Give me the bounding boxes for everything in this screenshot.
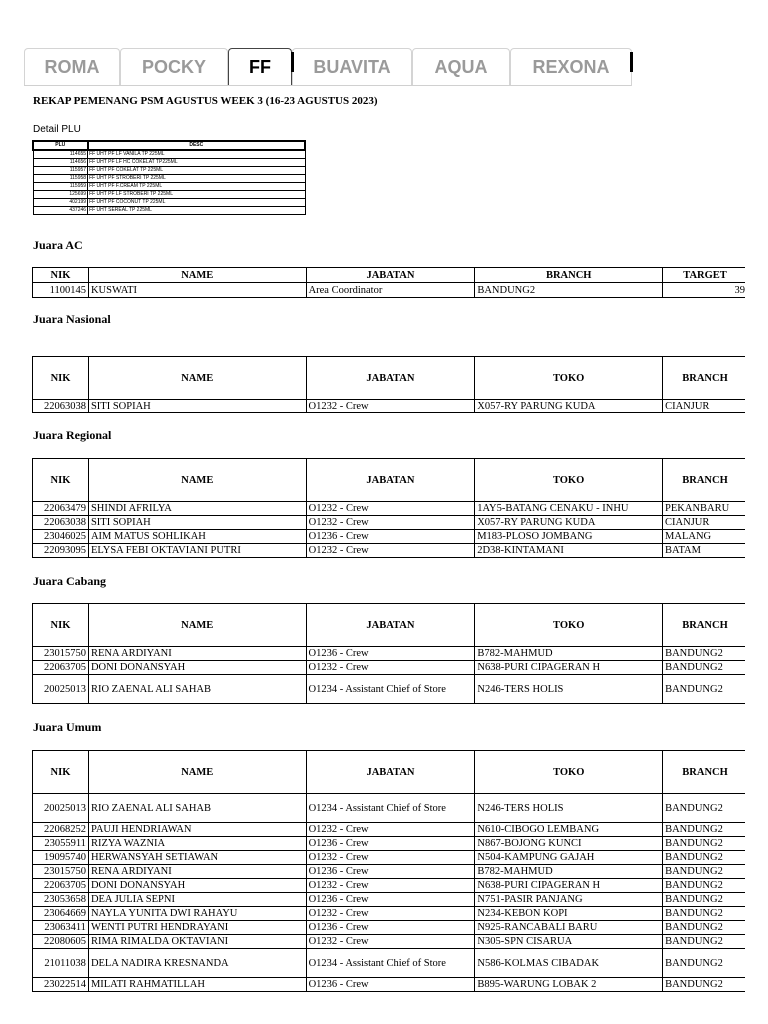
name-cell: WENTI PUTRI HENDRAYANI	[88, 921, 306, 935]
nik-cell: 23015750	[33, 647, 89, 661]
table-header-row	[33, 459, 746, 502]
toko-cell: X057-RY PARUNG KUDA	[475, 400, 663, 413]
table-row	[33, 647, 746, 661]
plu-cell: 437246	[33, 207, 88, 215]
nik-cell: 23022514	[33, 978, 89, 992]
toko-cell: N638-PURI CIPAGERAN H	[475, 661, 663, 675]
branch-cell: BANDUNG2	[663, 921, 745, 935]
table-row	[33, 949, 746, 978]
column-header: TARGET	[663, 268, 745, 283]
table-row	[33, 502, 746, 516]
toko-cell: N751-PASIR PANJANG	[475, 893, 663, 907]
column-header: TOKO	[475, 459, 663, 502]
branch-cell: MALANG	[663, 530, 745, 544]
table-row	[33, 851, 746, 865]
nik-cell: 22093095	[33, 544, 89, 558]
jabatan-cell: O1232 - Crew	[306, 400, 475, 413]
toko-cell: N586-KOLMAS CIBADAK	[475, 949, 663, 978]
jabatan-cell: O1232 - Crew	[306, 544, 475, 558]
target-cell: 39	[663, 283, 745, 298]
tab-aqua[interactable]: AQUA	[412, 48, 510, 86]
nik-cell: 23064669	[33, 907, 89, 921]
jabatan-cell: O1232 - Crew	[306, 516, 475, 530]
table-row	[33, 978, 746, 992]
jabatan-cell: O1236 - Crew	[306, 647, 475, 661]
name-cell: HERWANSYAH SETIAWAN	[88, 851, 306, 865]
column-header: JABATAN	[306, 357, 475, 400]
jabatan-cell: O1236 - Crew	[306, 921, 475, 935]
column-header: TOKO	[475, 604, 663, 647]
branch-cell: BANDUNG2	[663, 675, 745, 704]
branch-cell: BANDUNG2	[663, 935, 745, 949]
plu-cell: 115958	[33, 175, 88, 183]
tab-buavita[interactable]: BUAVITA	[292, 48, 412, 86]
table-row	[33, 935, 746, 949]
toko-cell: N234-KEBON KOPI	[475, 907, 663, 921]
toko-cell: N867-BOJONG KUNCI	[475, 837, 663, 851]
table-row	[33, 879, 746, 893]
column-header: JABATAN	[306, 751, 475, 794]
table-row	[33, 283, 746, 298]
jabatan-cell: O1236 - Crew	[306, 978, 475, 992]
regional-table	[32, 458, 745, 558]
table-header-row	[33, 751, 746, 794]
table-row	[33, 150, 305, 159]
table-row	[33, 675, 746, 704]
name-cell: NAYLA YUNITA DWI RAHAYU	[88, 907, 306, 921]
branch-cell: BANDUNG2	[663, 647, 745, 661]
toko-cell: M183-PLOSO JOMBANG	[475, 530, 663, 544]
table-header-row	[33, 268, 746, 283]
tab-marker	[291, 52, 294, 72]
nik-cell: 22063479	[33, 502, 89, 516]
nik-cell: 22063038	[33, 400, 89, 413]
tab-roma[interactable]: ROMA	[24, 48, 120, 86]
toko-cell: B782-MAHMUD	[475, 647, 663, 661]
table-row	[33, 907, 746, 921]
column-header: TOKO	[475, 357, 663, 400]
cabang-table	[32, 603, 745, 704]
table-row	[33, 183, 305, 191]
table-row	[33, 544, 746, 558]
desc-cell: FF UHT PF COCONUT TP 225ML	[88, 199, 305, 207]
column-header: NIK	[33, 268, 89, 283]
desc-cell: FF UHT PF COKELAT TP 225ML	[88, 167, 305, 175]
tab-rexona[interactable]: REXONA	[510, 48, 632, 86]
column-header: NIK	[33, 357, 89, 400]
nik-cell: 23046025	[33, 530, 89, 544]
toko-cell: N246-TERS HOLIS	[475, 794, 663, 823]
table-row	[33, 530, 746, 544]
column-header: DESC	[88, 141, 305, 150]
desc-cell: FF UHT PF LF VANILA TP 225ML	[88, 150, 305, 159]
toko-cell: X057-RY PARUNG KUDA	[475, 516, 663, 530]
tab-marker	[630, 52, 633, 72]
nik-cell: 23015750	[33, 865, 89, 879]
name-cell: RIZYA WAZNIA	[88, 837, 306, 851]
jabatan-cell: O1236 - Crew	[306, 530, 475, 544]
jabatan-cell: O1232 - Crew	[306, 661, 475, 675]
column-header: NAME	[88, 459, 306, 502]
column-header: BRANCH	[663, 357, 745, 400]
nik-cell: 22063705	[33, 661, 89, 675]
plu-table	[32, 140, 306, 215]
nik-cell: 23055911	[33, 837, 89, 851]
tab-underline	[24, 85, 631, 86]
branch-cell: CIANJUR	[663, 516, 745, 530]
column-header: NAME	[88, 604, 306, 647]
table-row	[33, 823, 746, 837]
branch-cell: BANDUNG2	[663, 823, 745, 837]
branch-cell: BANDUNG2	[663, 978, 745, 992]
name-cell: AIM MATUS SOHLIKAH	[88, 530, 306, 544]
toko-cell: B782-MAHMUD	[475, 865, 663, 879]
branch-cell: BANDUNG2	[663, 837, 745, 851]
nik-cell: 23053658	[33, 893, 89, 907]
toko-cell: N305-SPN CISARUA	[475, 935, 663, 949]
plu-cell: 402199	[33, 199, 88, 207]
jabatan-cell: O1234 - Assistant Chief of Store	[306, 794, 475, 823]
plu-cell: 114656	[33, 159, 88, 167]
name-cell: MILATI RAHMATILLAH	[88, 978, 306, 992]
table-row	[33, 516, 746, 530]
column-header: BRANCH	[475, 268, 663, 283]
column-header: NIK	[33, 751, 89, 794]
name-cell: SITI SOPIAH	[88, 400, 306, 413]
table-row	[33, 400, 746, 413]
jabatan-cell: Area Coordinator	[306, 283, 475, 298]
section-heading-umum: Juara Umum	[33, 720, 102, 734]
table-header-row	[33, 141, 305, 150]
column-header: JABATAN	[306, 459, 475, 502]
name-cell: RENA ARDIYANI	[88, 865, 306, 879]
desc-cell: FF UHT SEREAL TP 225ML	[88, 207, 305, 215]
name-cell: SHINDI AFRILYA	[88, 502, 306, 516]
column-header: PLU	[33, 141, 88, 150]
jabatan-cell: O1232 - Crew	[306, 823, 475, 837]
sheet-tabs	[24, 48, 634, 86]
plu-cell: 115959	[33, 183, 88, 191]
branch-cell: BANDUNG2	[663, 865, 745, 879]
nik-cell: 23063411	[33, 921, 89, 935]
table-row	[33, 921, 746, 935]
branch-cell: BANDUNG2	[663, 907, 745, 921]
name-cell: ELYSA FEBI OKTAVIANI PUTRI	[88, 544, 306, 558]
jabatan-cell: O1232 - Crew	[306, 879, 475, 893]
toko-cell: N246-TERS HOLIS	[475, 675, 663, 704]
branch-cell: BANDUNG2	[663, 794, 745, 823]
jabatan-cell: O1236 - Crew	[306, 893, 475, 907]
desc-cell: FF UHT PF STROBERI TP 225ML	[88, 175, 305, 183]
toko-cell: N504-KAMPUNG GAJAH	[475, 851, 663, 865]
name-cell: RENA ARDIYANI	[88, 647, 306, 661]
jabatan-cell: O1234 - Assistant Chief of Store	[306, 949, 475, 978]
nasional-table	[32, 356, 745, 413]
table-row	[33, 199, 305, 207]
branch-cell: BANDUNG2	[663, 851, 745, 865]
umum-table	[32, 750, 745, 992]
name-cell: DONI DONANSYAH	[88, 879, 306, 893]
tab-pocky[interactable]: POCKY	[120, 48, 228, 86]
column-header: NIK	[33, 604, 89, 647]
column-header: BRANCH	[663, 751, 745, 794]
jabatan-cell: O1232 - Crew	[306, 935, 475, 949]
name-cell: SITI SOPIAH	[88, 516, 306, 530]
name-cell: RIMA RIMALDA OKTAVIANI	[88, 935, 306, 949]
column-header: BRANCH	[663, 604, 745, 647]
name-cell: PAUJI HENDRIAWAN	[88, 823, 306, 837]
branch-cell: BANDUNG2	[663, 661, 745, 675]
column-header: TOKO	[475, 751, 663, 794]
nik-cell: 22063705	[33, 879, 89, 893]
nik-cell: 20025013	[33, 794, 89, 823]
jabatan-cell: O1232 - Crew	[306, 851, 475, 865]
branch-cell: BANDUNG2	[663, 949, 745, 978]
table-header-row	[33, 357, 746, 400]
plu-cell: 115957	[33, 167, 88, 175]
nik-cell: 20025013	[33, 675, 89, 704]
toko-cell: 2D38-KINTAMANI	[475, 544, 663, 558]
table-row	[33, 865, 746, 879]
toko-cell: B895-WARUNG LOBAK 2	[475, 978, 663, 992]
jabatan-cell: O1234 - Assistant Chief of Store	[306, 675, 475, 704]
column-header: JABATAN	[306, 604, 475, 647]
desc-cell: FF UHT PF LF HC COKELAT TP225ML	[88, 159, 305, 167]
column-header: BRANCH	[663, 459, 745, 502]
table-row	[33, 837, 746, 851]
jabatan-cell: O1232 - Crew	[306, 502, 475, 516]
table-row	[33, 167, 305, 175]
branch-cell: PEKANBARU	[663, 502, 745, 516]
plu-cell: 125699	[33, 191, 88, 199]
table-row	[33, 159, 305, 167]
nik-cell: 21011038	[33, 949, 89, 978]
jabatan-cell: O1236 - Crew	[306, 865, 475, 879]
column-header: JABATAN	[306, 268, 475, 283]
table-row	[33, 207, 305, 215]
table-row	[33, 893, 746, 907]
ac-table	[32, 267, 745, 298]
desc-cell: FF UHT PF F.CREAM TP 225ML	[88, 183, 305, 191]
section-heading-nasional: Juara Nasional	[33, 312, 111, 326]
name-cell: DONI DONANSYAH	[88, 661, 306, 675]
column-header: NIK	[33, 459, 89, 502]
tab-ff[interactable]: FF	[228, 48, 292, 86]
table-row	[33, 191, 305, 199]
toko-cell: N638-PURI CIPAGERAN H	[475, 879, 663, 893]
column-header: NAME	[88, 268, 306, 283]
toko-cell: N610-CIBOGO LEMBANG	[475, 823, 663, 837]
jabatan-cell: O1232 - Crew	[306, 907, 475, 921]
plu-cell: 114655	[33, 150, 88, 159]
section-heading-ac: Juara AC	[33, 238, 83, 252]
desc-cell: FF UHT PF LF STROBERI TP 225ML	[88, 191, 305, 199]
name-cell: RIO ZAENAL ALI SAHAB	[88, 675, 306, 704]
column-header: NAME	[88, 751, 306, 794]
name-cell: DELA NADIRA KRESNANDA	[88, 949, 306, 978]
name-cell: KUSWATI	[88, 283, 306, 298]
plu-label: Detail PLU	[33, 124, 81, 135]
table-row	[33, 661, 746, 675]
name-cell: DEA JULIA SEPNI	[88, 893, 306, 907]
branch-cell: BANDUNG2	[663, 879, 745, 893]
section-heading-regional: Juara Regional	[33, 428, 112, 442]
branch-cell: BATAM	[663, 544, 745, 558]
nik-cell: 22080605	[33, 935, 89, 949]
nik-cell: 22068252	[33, 823, 89, 837]
branch-cell: BANDUNG2	[475, 283, 663, 298]
nik-cell: 1100145	[33, 283, 89, 298]
nik-cell: 19095740	[33, 851, 89, 865]
page-title: REKAP PEMENANG PSM AGUSTUS WEEK 3 (16-23 AGUSTUS 2023)	[33, 95, 378, 107]
nik-cell: 22063038	[33, 516, 89, 530]
branch-cell: CIANJUR	[663, 400, 745, 413]
branch-cell: BANDUNG2	[663, 893, 745, 907]
table-row	[33, 794, 746, 823]
jabatan-cell: O1236 - Crew	[306, 837, 475, 851]
column-header: NAME	[88, 357, 306, 400]
toko-cell: 1AY5-BATANG CENAKU - INHU	[475, 502, 663, 516]
toko-cell: N925-RANCABALI BARU	[475, 921, 663, 935]
name-cell: RIO ZAENAL ALI SAHAB	[88, 794, 306, 823]
table-header-row	[33, 604, 746, 647]
section-heading-cabang: Juara Cabang	[33, 574, 107, 588]
table-row	[33, 175, 305, 183]
